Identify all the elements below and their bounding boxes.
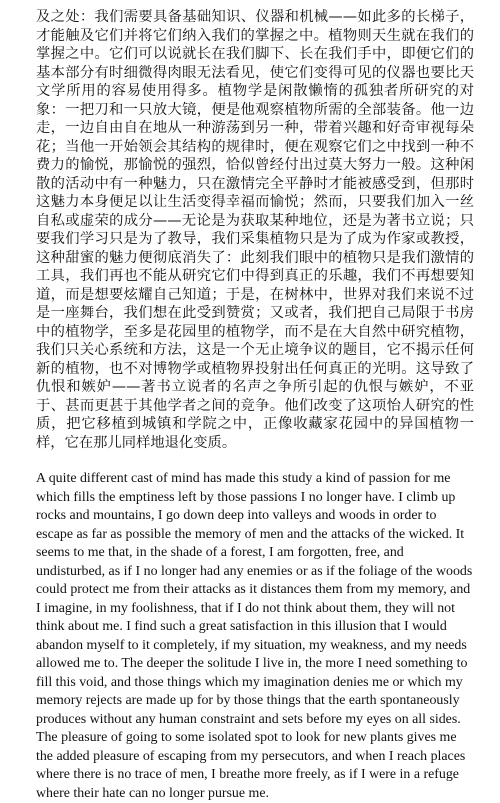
- english-paragraph: A quite different cast of mind has made this study a kind of passion for me which fills the emptiness left by those passions I no longer have. I climb up rocks and mountains, I go down deep into valleys and woods in order to escape as far as possible the memory of men and the attacks of the wicked. It seems to me that, in the shade of a forest, I am forgotten, free, and undisturbed, as if I no longer had any enemies or as if the foliage of the woods could protect me from their attacks as it distances them from my memory, and I imagine, in my foolishness, that if I do not think about them, they will not think about me. I find such a great satisfaction in this illusion that I would abandon myself to it completely, if my situation, my weakness, and my needs allowed me to. The deeper the solitude I live in, the more I need something to fill this void, and those things which my imagination denies me or which my memory rejects are made up for by those things that the earth spontaneously produces without any human constraint and sets before my eyes on all sides. The pleasure of going to some isolated spot to look for new plants gives me the added pleasure of escaping from my persecutors, and when I reach places where there is no trace of men, I breathe more freely, as if I were in a refuge where their hate can no longer pursue me.: [36, 471, 473, 801]
- chinese-paragraph: 及之处：我们需要具备基础知识、仪器和机械——如此多的长梯子，才能触及它们并将它们纳入我们的掌握之中。植物则天生就在我们的掌握之中。它们可以说就长在我们脚下、长在我们手中，即便它们的基本部分有时细微得肉眼无法看见，使它们变得可见的仪器也要比天文学所用的容易使用得多。植物学是闲散懒惰的孤独者所研究的对象：一把刀和一只放大镜，便是他观察植物所需的全部装备。他一边走，一边自由自在地从一种游荡到另一种，带着兴趣和好奇审视每朵花；当他一开始领会其结构的规律时，便在观察它们之中找到一种不费力的愉悦，那愉悦的强烈，恰似曾经付出过莫大努力一般。这种闲散的活动中有一种魅力，只在激情完全平静时才能被感受到，但那时这魅力本身便足以让生活变得幸福而愉悦；然而，只要我们加入一丝自私或虚荣的成分——无论是为获取某种地位，还是为著书立说；只要我们学习只是为了教导，我们采集植物只是为了成为作家或教授，这种甜蜜的魅力便彻底消失了：此刻我们眼中的植物只是我们激情的工具，我们再也不能从研究它们中得到真正的乐趣，我们不再想要知道，而是想要炫耀自己知道；于是，在树林中，世界对我们来说不过是一座舞台，我们想在此受到赞赏；又或者，我们把自己局限于书房中的植物学，至多是花园里的植物学，而不是在大自然中研究植物，我们只关心系统和方法，这是一个无止境争议的题目，它不揭示任何新的植物，也不对博物学或植物界投射出任何真正的光明。这导致了仇恨和嫉妒——著书立说者的名声之争所引起的仇恨与嫉妒，不亚于、甚而更甚于其他学者之间的竞争。他们改变了这项怡人研究的性质，把它移植到城镇和学院之中，正像收藏家花园中的异国植物一样，它在那儿同样地退化变质。: [36, 9, 474, 451]
